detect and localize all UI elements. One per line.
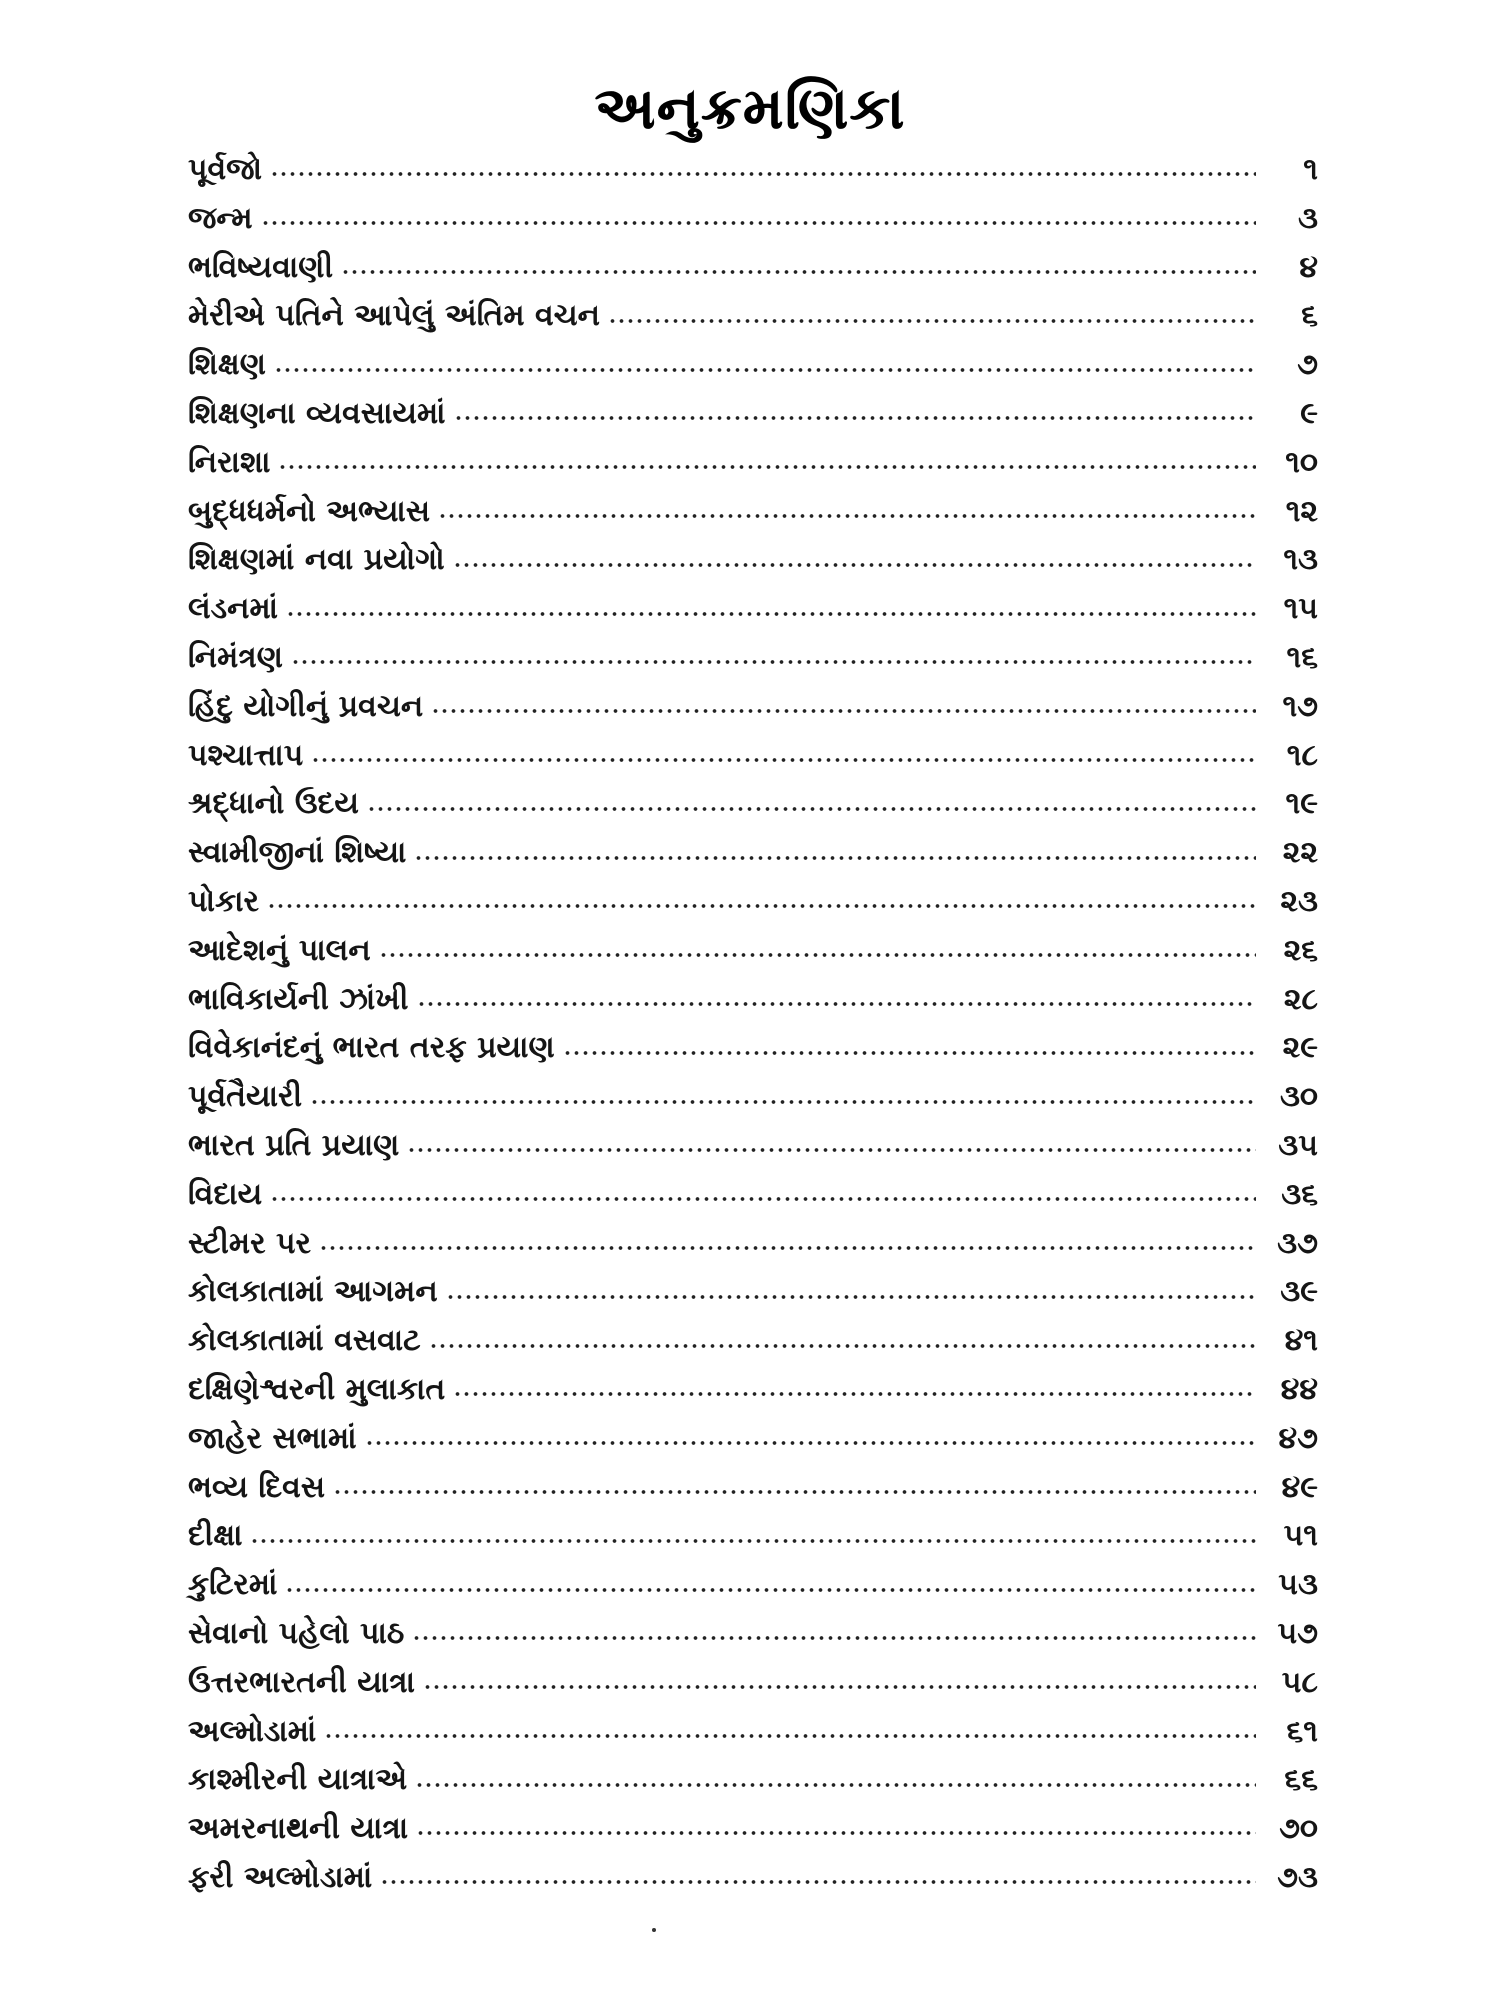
toc-entry bbox=[188, 732, 1318, 781]
dot-leader bbox=[415, 1765, 1256, 1797]
toc-entry-title: નિમંત્રણ bbox=[188, 639, 283, 675]
toc-entry-title: દીક્ષા bbox=[188, 1518, 243, 1554]
dot-leader bbox=[291, 642, 1256, 674]
toc-entry-title: શ્રદ્ધાનો ઉદય bbox=[188, 786, 359, 822]
toc-entry-title: કોલકાતામાં આગમન bbox=[188, 1274, 438, 1310]
toc-entry-title: ફરી અલ્મોડામાં bbox=[188, 1859, 373, 1895]
dot-leader bbox=[412, 1618, 1256, 1650]
toc-entry bbox=[188, 976, 1318, 1025]
toc-entry-title: વિવેકાનંદનું ભારત તરફ પ્રયાણ bbox=[188, 1030, 555, 1066]
toc-entry-title: શિક્ષણના વ્યવસાયમાં bbox=[188, 395, 446, 431]
dot-leader bbox=[341, 252, 1256, 284]
toc-entry bbox=[188, 292, 1318, 341]
toc-entry bbox=[188, 1415, 1318, 1464]
toc-entry-page-number: ૩૦ bbox=[1279, 1079, 1318, 1115]
dot-leader bbox=[310, 1082, 1256, 1114]
dot-leader bbox=[261, 203, 1256, 235]
dot-leader bbox=[429, 1326, 1256, 1358]
toc-entry-page-number: ૫૧ bbox=[1283, 1518, 1318, 1554]
toc-entry-page-number: ૭૩ bbox=[1277, 1859, 1318, 1895]
toc-entry-page-number: ૩૭ bbox=[1277, 1225, 1318, 1261]
toc-entry bbox=[188, 683, 1318, 732]
toc-entry-page-number: ૨૨ bbox=[1282, 835, 1318, 871]
toc-entry bbox=[188, 1854, 1318, 1903]
dot-leader bbox=[407, 1130, 1256, 1162]
dot-leader bbox=[333, 1472, 1256, 1504]
toc-entry-title: ભવિષ્યવાણી bbox=[188, 249, 334, 285]
toc-entry-title: ભાવિકાર્યની ઝાંખી bbox=[188, 981, 409, 1017]
toc-entry-page-number: ૭૦ bbox=[1279, 1811, 1318, 1847]
toc-entry-title: પશ્ચાત્તાપ bbox=[188, 737, 304, 773]
toc-entry bbox=[188, 1317, 1318, 1366]
toc-entry-page-number: ૩૬ bbox=[1281, 1176, 1318, 1212]
toc-entry-page-number: ૧ bbox=[1303, 152, 1318, 187]
toc-entry-page-number: ૫૭ bbox=[1277, 1615, 1318, 1651]
dot-leader bbox=[414, 838, 1256, 870]
toc-entry bbox=[188, 1464, 1318, 1513]
toc-entry bbox=[188, 390, 1318, 439]
toc-entry-title: બુદ્ધધર્મનો અભ્યાસ bbox=[188, 493, 431, 529]
toc-entry-page-number: ૧૯ bbox=[1285, 786, 1318, 822]
toc-entry bbox=[188, 1073, 1318, 1122]
dot-leader bbox=[250, 1521, 1256, 1553]
toc-entry-page-number: ૫૮ bbox=[1281, 1664, 1318, 1700]
toc-entry-title: સ્ટીમર પર bbox=[188, 1225, 312, 1261]
toc-entry bbox=[188, 1561, 1318, 1610]
toc-entry-title: શિક્ષણમાં નવા પ્રયોગો bbox=[188, 542, 445, 578]
toc-entry bbox=[188, 780, 1318, 829]
dot-leader bbox=[453, 1374, 1256, 1406]
toc-entry-page-number: ૪૧ bbox=[1284, 1323, 1318, 1359]
toc-entry-title: સ્વામીજીનાં શિષ્યા bbox=[188, 835, 407, 871]
toc-entry bbox=[188, 1268, 1318, 1317]
dot-leader bbox=[608, 301, 1256, 333]
toc-entry-title: ભારત પ્રતિ પ્રયાણ bbox=[188, 1127, 400, 1163]
toc-entry-page-number: ૫૩ bbox=[1278, 1567, 1318, 1603]
dot-leader bbox=[274, 350, 1256, 382]
dot-leader bbox=[431, 691, 1256, 723]
toc-entry-title: પૂર્વતૈયારી bbox=[188, 1079, 303, 1115]
toc-entry-page-number: ૧૨ bbox=[1285, 493, 1318, 529]
toc-entry-page-number: ૬૧ bbox=[1286, 1713, 1318, 1749]
dot-leader bbox=[270, 1179, 1256, 1211]
toc-entry-title: કોલકાતામાં વસવાટ bbox=[188, 1323, 421, 1359]
dot-leader bbox=[453, 545, 1256, 577]
toc-entry bbox=[188, 1756, 1318, 1805]
toc-entry-title: જન્મ bbox=[188, 200, 253, 236]
toc-entry-page-number: ૪૪ bbox=[1280, 1371, 1318, 1407]
toc-entry-title: ભવ્ય દિવસ bbox=[188, 1469, 326, 1505]
toc-entry bbox=[188, 195, 1318, 244]
toc-entry bbox=[188, 1708, 1318, 1757]
toc-entry bbox=[188, 1220, 1318, 1269]
toc-entry-title: પોકાર bbox=[188, 883, 260, 919]
page-title: અનુક્રમણિકા bbox=[594, 74, 906, 142]
toc-entry bbox=[188, 439, 1318, 488]
toc-entry-page-number: ૧૮ bbox=[1286, 737, 1318, 773]
toc-entry-page-number: ૨૯ bbox=[1282, 1030, 1318, 1066]
dot-leader bbox=[278, 447, 1256, 479]
toc-entry-page-number: ૧૭ bbox=[1282, 688, 1318, 724]
toc-entry bbox=[188, 488, 1318, 537]
toc-entry-page-number: ૭ bbox=[1297, 347, 1318, 383]
toc-entry-title: નિરાશા bbox=[188, 444, 271, 480]
dot-leader bbox=[286, 594, 1256, 626]
toc-entry-page-number: ૩૯ bbox=[1280, 1274, 1318, 1310]
dot-leader bbox=[270, 154, 1256, 186]
toc-entry bbox=[188, 1122, 1318, 1171]
dot-leader bbox=[438, 496, 1256, 528]
toc-entry-page-number: ૬૬ bbox=[1284, 1762, 1318, 1798]
dot-leader bbox=[454, 398, 1256, 430]
toc-entry-page-number: ૪ bbox=[1299, 249, 1318, 285]
toc-entry-page-number: ૧૩ bbox=[1283, 542, 1318, 578]
toc-entry-page-number: ૩ bbox=[1298, 200, 1318, 236]
toc-entry-page-number: ૧૫ bbox=[1283, 591, 1318, 627]
dot-leader bbox=[367, 789, 1256, 821]
toc-entry-title: જાહેર સભામાં bbox=[188, 1420, 357, 1456]
toc-entry bbox=[188, 634, 1318, 683]
toc-entry-title: દક્ષિણેશ્વરની મુલાકાત bbox=[188, 1371, 446, 1407]
toc-entry-page-number: ૪૭ bbox=[1278, 1420, 1318, 1456]
dot-leader bbox=[319, 1228, 1256, 1260]
toc-entry-title: ઉત્તરભારતની યાત્રા bbox=[188, 1664, 415, 1700]
toc-entry-title: કાશ્મીરની યાત્રાએ bbox=[188, 1762, 408, 1798]
toc-entry-page-number: ૧૦ bbox=[1285, 444, 1318, 480]
toc-entry-title: લંડનમાં bbox=[188, 591, 279, 627]
toc-entry-page-number: ૨૮ bbox=[1283, 981, 1318, 1017]
toc-entry-title: અલ્મોડામાં bbox=[188, 1713, 317, 1749]
toc-entry bbox=[188, 878, 1318, 927]
toc-entry bbox=[188, 1610, 1318, 1659]
dot-leader bbox=[417, 984, 1256, 1016]
dot-leader bbox=[365, 1423, 1256, 1455]
print-speck bbox=[652, 1928, 656, 1932]
toc-entry-title: કુટિરમાં bbox=[188, 1567, 278, 1603]
dot-leader bbox=[380, 1862, 1256, 1894]
toc-entry bbox=[188, 927, 1318, 976]
toc-entry-page-number: ૨૬ bbox=[1283, 932, 1318, 968]
toc-entry-title: પૂર્વજો bbox=[188, 152, 263, 187]
toc-entry-page-number: ૯ bbox=[1300, 395, 1318, 431]
toc-entry-page-number: ૩૫ bbox=[1278, 1127, 1318, 1163]
toc-entry bbox=[188, 536, 1318, 585]
dot-leader bbox=[563, 1033, 1256, 1065]
dot-leader bbox=[285, 1570, 1256, 1602]
toc-entry bbox=[188, 146, 1318, 195]
dot-leader bbox=[267, 886, 1256, 918]
toc-entry bbox=[188, 1366, 1318, 1415]
toc-entry bbox=[188, 585, 1318, 634]
toc-entry bbox=[188, 1024, 1318, 1073]
toc-entry-title: અમરનાથની યાત્રા bbox=[188, 1811, 409, 1847]
toc-entry bbox=[188, 341, 1318, 390]
dot-leader bbox=[446, 1277, 1256, 1309]
dot-leader bbox=[324, 1716, 1256, 1748]
toc-entry-page-number: ૪૯ bbox=[1281, 1469, 1318, 1505]
toc-entry bbox=[188, 1512, 1318, 1561]
toc-entry-title: સેવાનો પહેલો પાઠ bbox=[188, 1615, 405, 1651]
toc-entry bbox=[188, 244, 1318, 293]
toc-entry-title: વિદાય bbox=[188, 1176, 263, 1212]
dot-leader bbox=[423, 1667, 1256, 1699]
toc-entry-title: મેરીએ પતિને આપેલું અંતિમ વચન bbox=[188, 298, 601, 334]
dot-leader bbox=[379, 935, 1256, 967]
dot-leader bbox=[311, 740, 1256, 772]
toc-entry-page-number: ૬ bbox=[1301, 298, 1318, 334]
toc-entry bbox=[188, 1805, 1318, 1854]
toc-entry-page-number: ૨૩ bbox=[1280, 883, 1318, 919]
toc-entry-page-number: ૧૬ bbox=[1286, 639, 1318, 675]
toc-entry-title: આદેશનું પાલન bbox=[188, 932, 371, 968]
table-of-contents bbox=[188, 146, 1318, 1903]
toc-entry-title: શિક્ષણ bbox=[188, 347, 266, 383]
toc-entry-title: હિંદુ યોગીનું પ્રવચન bbox=[188, 688, 424, 724]
dot-leader bbox=[416, 1813, 1256, 1845]
toc-entry bbox=[188, 1659, 1318, 1708]
toc-entry bbox=[188, 1171, 1318, 1220]
toc-entry bbox=[188, 829, 1318, 878]
